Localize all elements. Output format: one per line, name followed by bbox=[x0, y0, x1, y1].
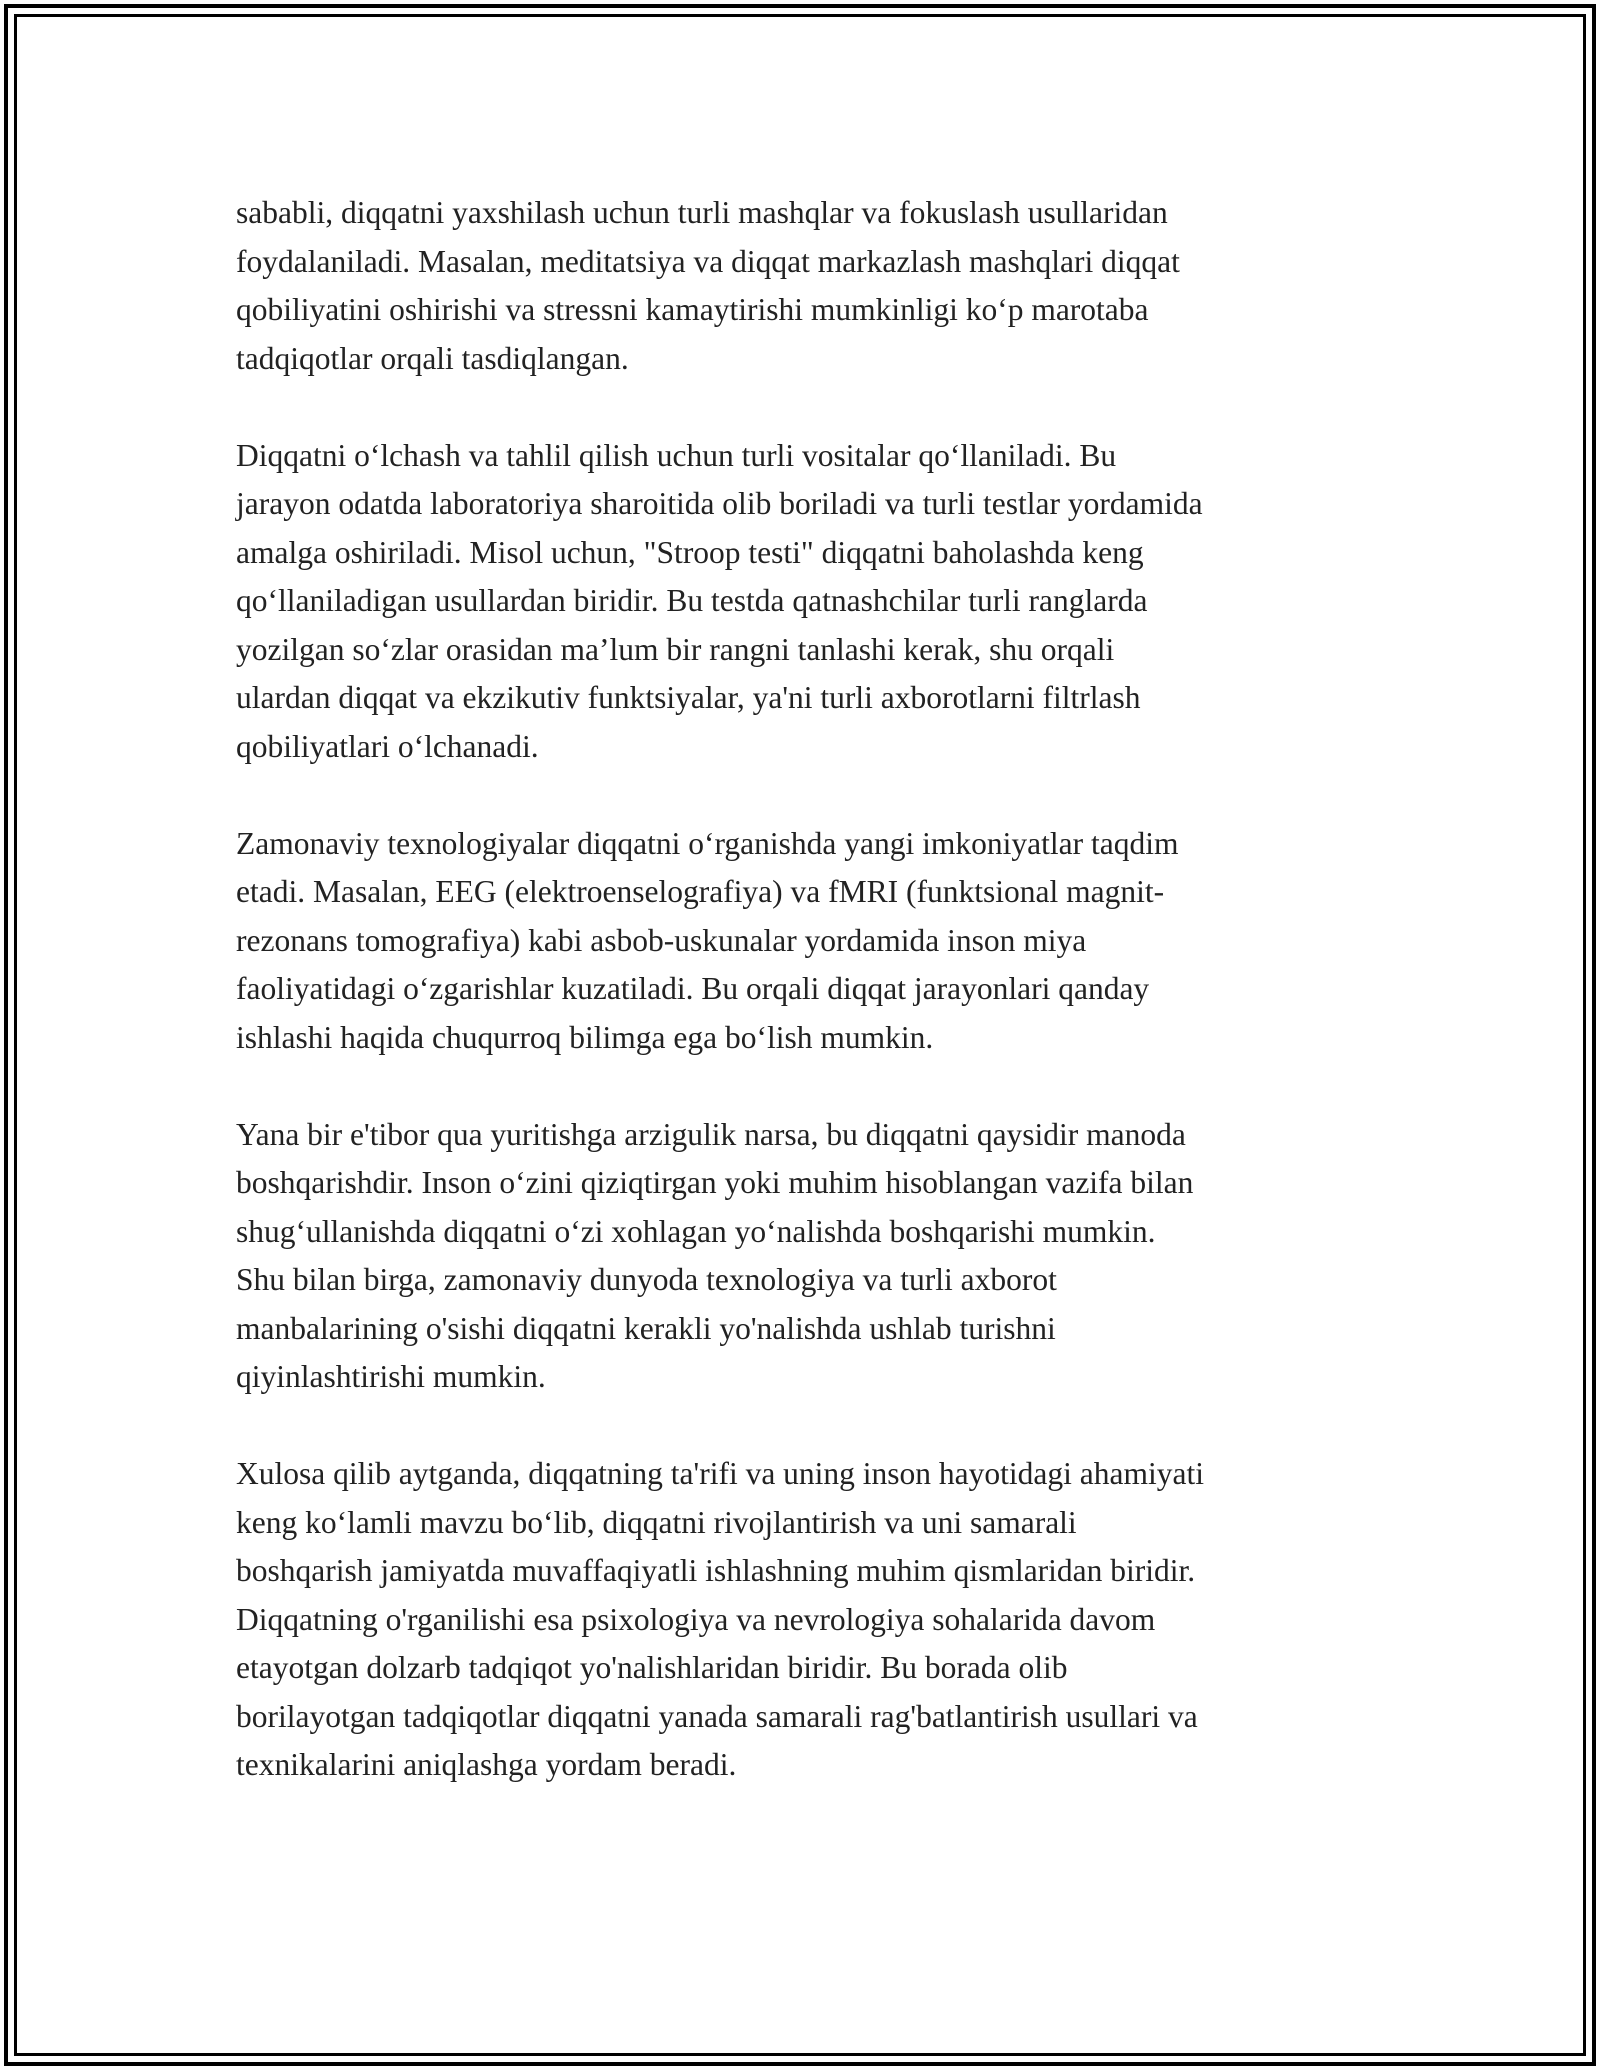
document-body bbox=[236, 189, 1366, 1790]
paragraph-5: Xulosa qilib aytganda, diqqatning ta'rifi va uning inson hayotidagi ahamiyati keng ko‘lamli mavzu bo‘lib, diqqatni rivojlantirish va uni samarali boshqarish jamiyatda muvaffaqiyatli ishlashning muhim qismlaridan biridir. Diqqatning o'rganilishi esa psixologiya va nevrologiya sohalarida davom etayotgan dolzarb tadqiqot yo'nalishlaridan biridir. Bu borada olib borilayotgan tadqiqotlar diqqatni yanada samarali rag'batlantirish usullari va texnikalarini aniqlashga yordam beradi. bbox=[236, 1456, 1204, 1782]
paragraph-2: Diqqatni o‘lchash va tahlil qilish uchun turli vositalar qo‘llaniladi. Bu jarayon odatda laboratoriya sharoitida olib boriladi va turli testlar yordamida amalga oshiriladi. Misol uchun, "Stroop testi" diqqatni baholashda keng qo‘llaniladigan usullardan biridir. Bu testda qatnashchilar turli ranglarda yozilgan so‘zlar orasidan ma’lum bir rangni tanlashi kerak, shu orqali ulardan diqqat va ekzikutiv funktsiyalar, ya'ni turli axborotlarni filtrlash qobiliyatlari o‘lchanadi. bbox=[236, 437, 1203, 764]
paragraph-1: sababli, diqqatni yaxshilash uchun turli mashqlar va fokuslash usullaridan foydalaniladi. Masalan, meditatsiya va diqqat markazlash mashqlari diqqat qobiliyatini oshirishi va stressni kamaytirishi mumkinligi ko‘p marotaba tadqiqotlar orqali tasdiqlangan. bbox=[236, 195, 1180, 376]
paragraph-4: Yana bir e'tibor qua yuritishga arzigulik narsa, bu diqqatni qaysidir manoda boshqarishdir. Inson o‘zini qiziqtirgan yoki muhim hisoblangan vazifa bilan shug‘ullanishda diqqatni o‘zi xohlagan yo‘nalishda boshqarishi mumkin. Shu bilan birga, zamonaviy dunyoda texnologiya va turli axborot manbalarining o'sishi diqqatni kerakli yo'nalishda ushlab turishni qiyinlashtirishi mumkin. bbox=[236, 1116, 1194, 1394]
paragraph-3: Zamonaviy texnologiyalar diqqatni o‘rganishda yangi imkoniyatlar taqdim etadi. Masalan, EEG (elektroenselografiya) va fMRI (funktsional magnit- rezonans tomografiya) kabi asbob-uskunalar yordamida inson miya faoliyatidagi o‘zgarishlar kuzatiladi. Bu orqali diqqat jarayonlari qanday ishlashi haqida chuqurroq bilimga ega bo‘lish mumkin. bbox=[236, 825, 1179, 1055]
